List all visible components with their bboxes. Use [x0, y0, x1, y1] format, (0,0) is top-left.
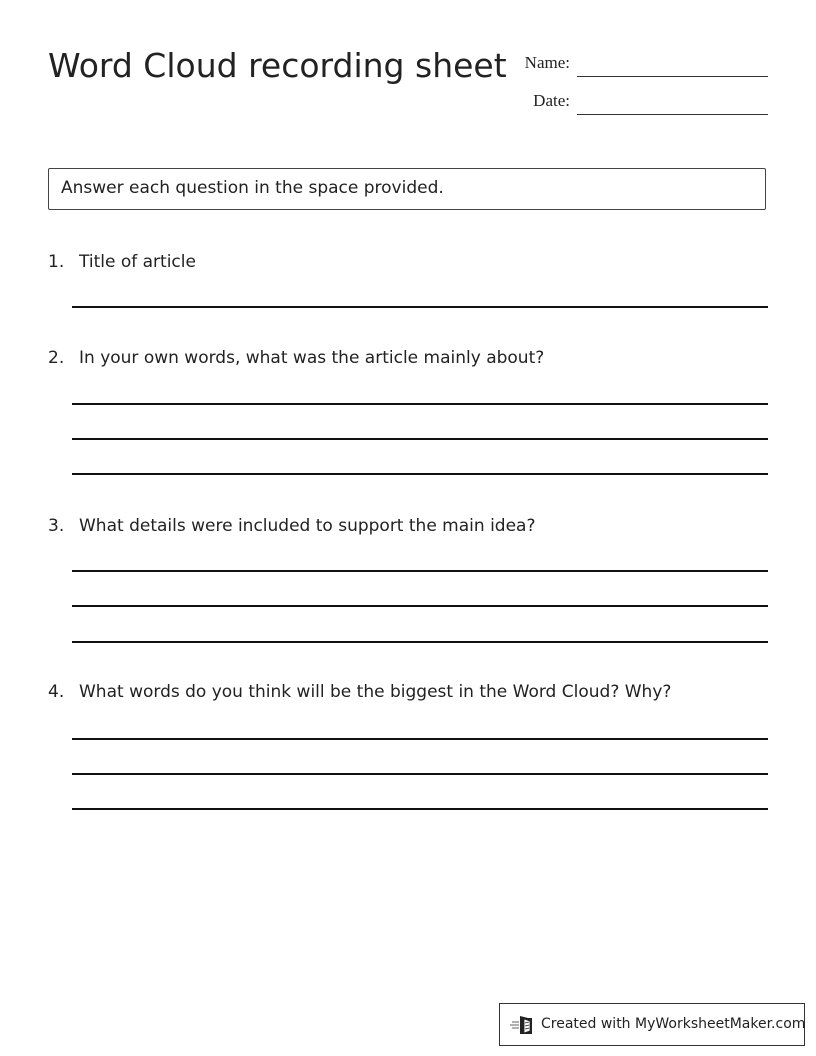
name-label: Name: [524, 53, 570, 72]
name-field[interactable] [577, 76, 768, 77]
worksheet-maker-logo-icon [510, 1014, 536, 1036]
answer-line[interactable] [72, 605, 768, 607]
question-number: 1. [48, 252, 65, 272]
question-text: In your own words, what was the article mainly about? [79, 348, 545, 368]
question-number: 3. [48, 516, 65, 536]
answer-line[interactable] [72, 641, 768, 643]
question-text: Title of article [79, 252, 196, 272]
question-text: What details were included to support the main idea? [79, 516, 536, 536]
instructions-box [48, 168, 766, 210]
answer-line[interactable] [72, 738, 768, 740]
answer-line[interactable] [72, 773, 768, 775]
footer-text: Created with MyWorksheetMaker.com [541, 1016, 806, 1032]
answer-line[interactable] [72, 570, 768, 572]
date-label: Date: [533, 91, 570, 110]
date-field[interactable] [577, 114, 768, 115]
answer-line[interactable] [72, 438, 768, 440]
page-title: Word Cloud recording sheet [48, 46, 507, 85]
answer-line[interactable] [72, 808, 768, 810]
footer-credit[interactable] [499, 1003, 805, 1046]
question-number: 2. [48, 348, 65, 368]
question-number: 4. [48, 682, 65, 702]
question-text: What words do you think will be the biggest in the Word Cloud? Why? [79, 682, 672, 702]
answer-line[interactable] [72, 403, 768, 405]
instructions-text: Answer each question in the space provided. [61, 178, 444, 198]
answer-line[interactable] [72, 306, 768, 308]
answer-line[interactable] [72, 473, 768, 475]
